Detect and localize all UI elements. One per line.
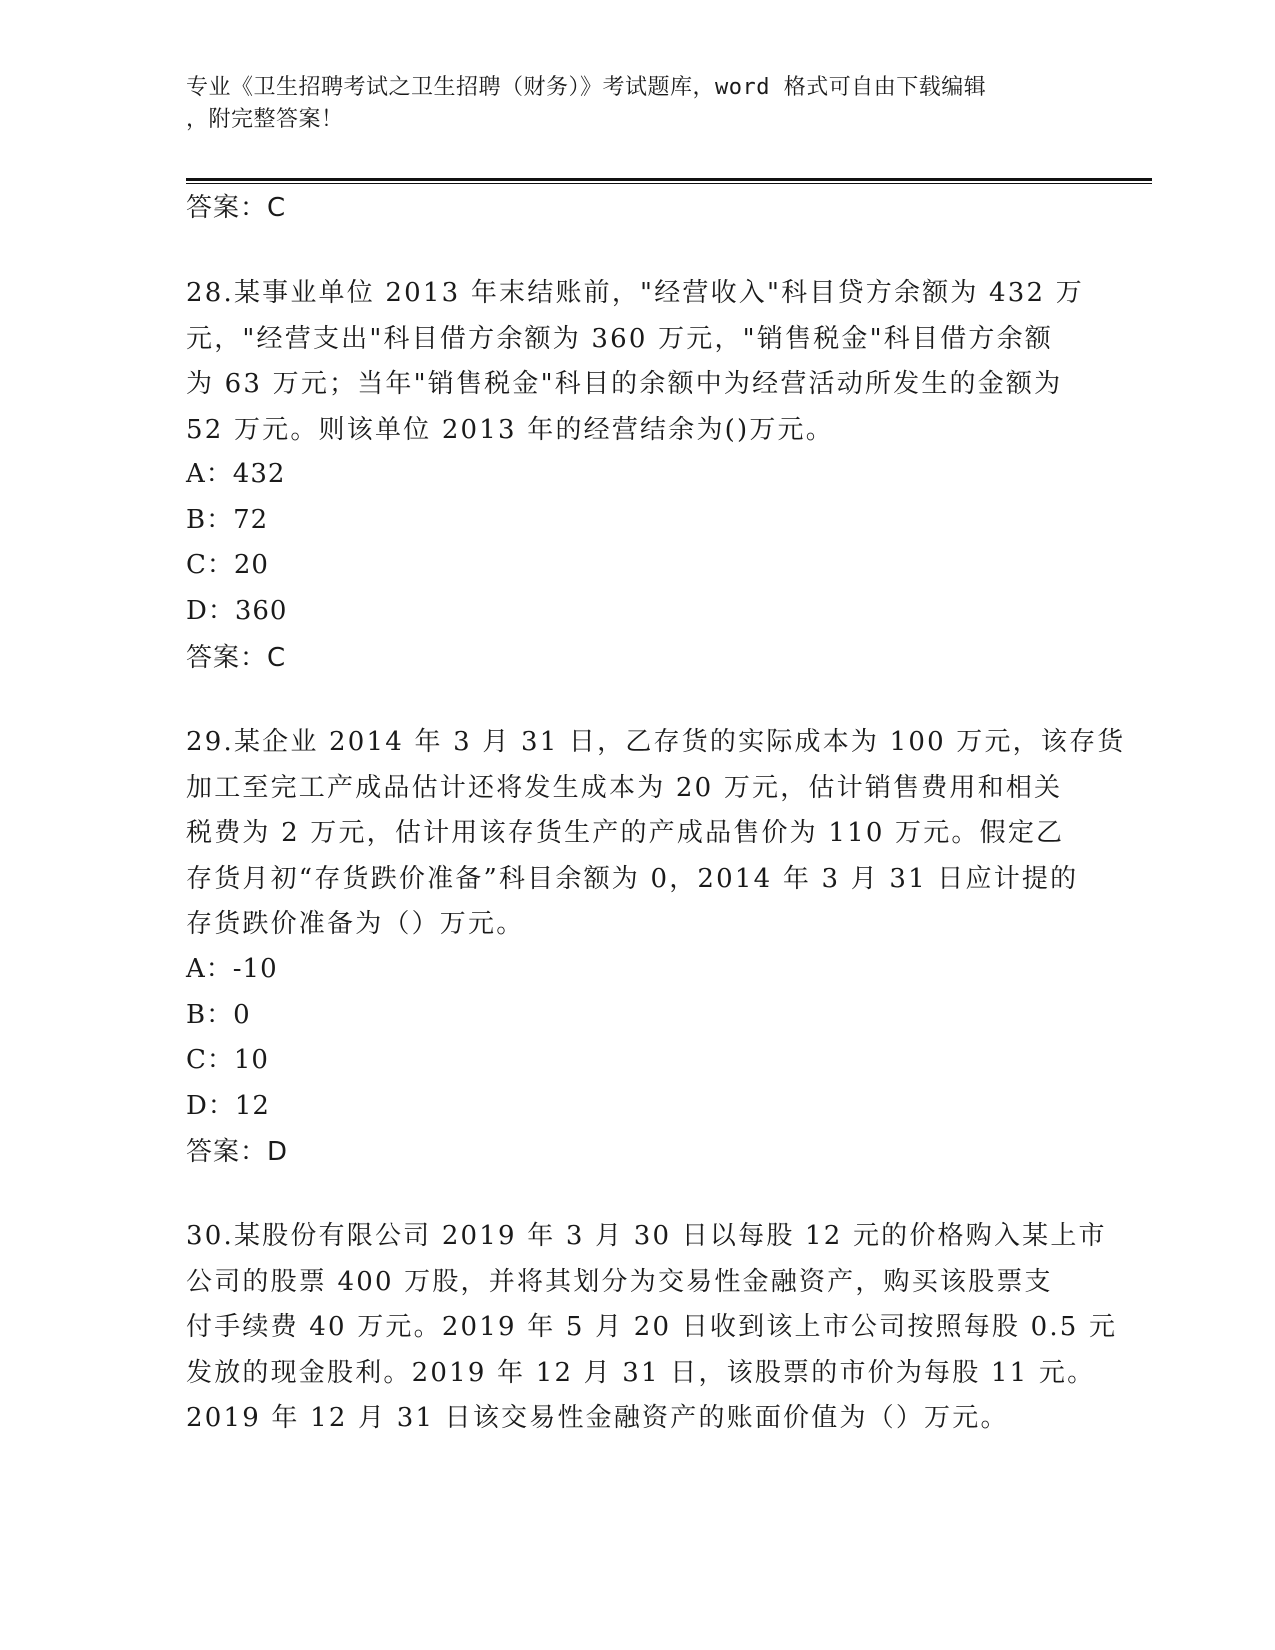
question-29-options	[186, 947, 1086, 1129]
question-30-line: 付手续费 40 万元。2019 年 5 月 20 日收到该上市公司按照每股 0.5 元	[186, 1312, 1118, 1342]
question-28-option-d: D：360	[186, 595, 288, 626]
question-29-stem	[186, 720, 1126, 948]
question-30-line: 2019 年 12 月 31 日该交易性金融资产的账面价值为（）万元。	[186, 1403, 1009, 1433]
question-28-option-a: A：432	[186, 459, 286, 489]
question-30-line: 发放的现金股利。2019 年 12 月 31 日，该股票的市价为每股 11 元。	[186, 1357, 1096, 1388]
question-29-line: 存货跌价准备为（）万元。	[186, 909, 525, 939]
answer-q29: 答案：D	[186, 1137, 289, 1167]
question-29-option-d: D：12	[186, 1090, 270, 1121]
question-28-line: 28.某事业单位 2013 年末结账前，"经营收入"科目贷方余额为 432 万	[186, 278, 1084, 308]
answer-q28: 答案：C	[186, 643, 287, 673]
question-29-option-a: A：-10	[186, 954, 278, 984]
question-30-stem	[186, 1214, 1118, 1442]
question-28-stem	[186, 271, 1086, 453]
question-29-option-c: C：10	[186, 1045, 269, 1075]
question-28-line: 52 万元。则该单位 2013 年的经营结余为()万元。	[186, 414, 834, 445]
page-header	[186, 72, 1066, 136]
header-title-line-1: 专业《卫生招聘考试之卫生招聘（财务）》考试题库，word 格式可自由下载编辑	[186, 75, 987, 100]
question-29-line: 加工至完工产成品估计还将发生成本为 20 万元，估计销售费用和相关	[186, 772, 1063, 803]
header-divider-thin	[186, 183, 1152, 184]
question-29-option-b: B：0	[186, 999, 251, 1030]
question-29-line: 29.某企业 2014 年 3 月 31 日，乙存货的实际成本为 100 万元，该存货	[186, 727, 1126, 757]
header-divider-thick	[186, 178, 1152, 181]
question-29-line: 存货月初“存货跌价准备”科目余额为 0，2014 年 3 月 31 日应计提的	[186, 863, 1079, 894]
answer-q27: 答案：C	[186, 193, 287, 223]
question-28-option-b: B：72	[186, 504, 269, 535]
question-30-line: 公司的股票 400 万股，并将其划分为交易性金融资产，购买该股票支	[186, 1266, 1053, 1297]
question-28-line: 为 63 万元；当年"销售税金"科目的余额中为经营活动所发生的金额为	[186, 369, 1063, 399]
question-30-line: 30.某股份有限公司 2019 年 3 月 30 日以每股 12 元的价格购入某上市	[186, 1221, 1107, 1251]
question-28-line: 元，"经营支出"科目借方余额为 360 万元，"销售税金"科目借方余额	[186, 323, 1053, 354]
question-29-line: 税费为 2 万元，估计用该存货生产的产成品售价为 110 万元。假定乙	[186, 818, 1065, 848]
header-title-line-2: ，附完整答案！	[186, 107, 344, 132]
question-28-option-c: C：20	[186, 550, 269, 580]
question-28-options	[186, 452, 1086, 634]
